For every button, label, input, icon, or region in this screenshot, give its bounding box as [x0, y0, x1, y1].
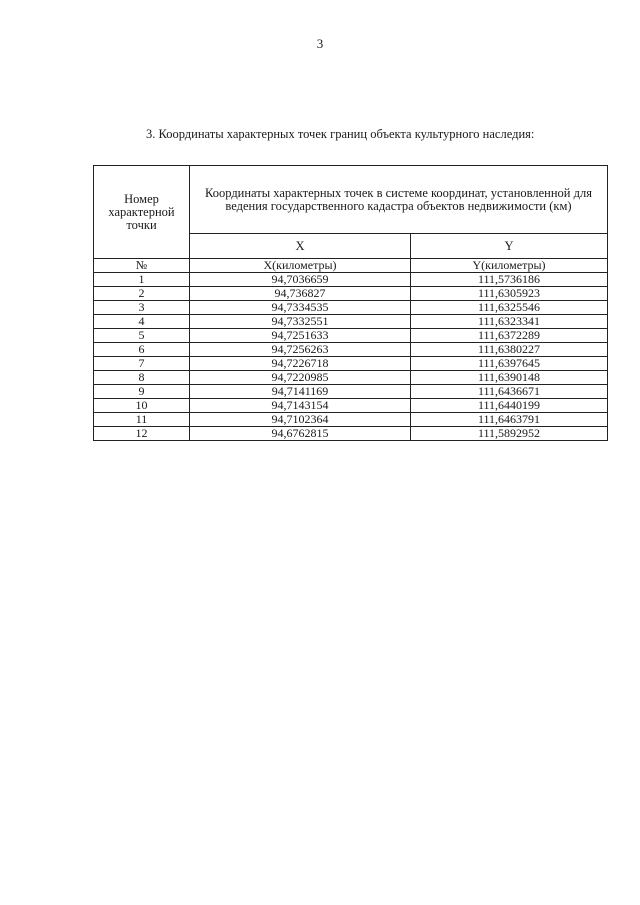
y-coordinate-cell: 111,6436671: [411, 385, 608, 399]
point-number-cell: 7: [94, 357, 190, 371]
x-coordinate-cell: 94,7251633: [190, 329, 411, 343]
units-y-cell: Y(километры): [411, 259, 608, 273]
y-coordinate-cell: 111,5736186: [411, 273, 608, 287]
point-number-cell: 1: [94, 273, 190, 287]
table-row: [94, 315, 608, 329]
point-number-cell: 6: [94, 343, 190, 357]
units-x-cell: X(километры): [190, 259, 411, 273]
x-coordinate-cell: 94,7141169: [190, 385, 411, 399]
table-row: [94, 287, 608, 301]
y-coordinate-cell: 111,6397645: [411, 357, 608, 371]
point-number-cell: 10: [94, 399, 190, 413]
point-number-cell: 3: [94, 301, 190, 315]
point-number-cell: 4: [94, 315, 190, 329]
point-number-cell: 5: [94, 329, 190, 343]
point-number-cell: 9: [94, 385, 190, 399]
point-number-cell: 2: [94, 287, 190, 301]
page-number: 3: [316, 36, 324, 51]
y-coordinate-cell: 111,5892952: [411, 427, 608, 441]
section-heading: 3. Координаты характерных точек границ объекта культурного наследия:: [146, 127, 535, 141]
table-row: [94, 301, 608, 315]
x-coordinate-cell: 94,7220985: [190, 371, 411, 385]
x-coordinate-cell: 94,7143154: [190, 399, 411, 413]
units-number-cell: №: [94, 259, 190, 273]
table-row: [94, 273, 608, 287]
units-row: [94, 259, 608, 273]
table-row: [94, 399, 608, 413]
point-number-cell: 11: [94, 413, 190, 427]
y-coordinate-cell: 111,6380227: [411, 343, 608, 357]
y-coordinate-cell: 111,6372289: [411, 329, 608, 343]
table-row: [94, 385, 608, 399]
table-body: [94, 259, 608, 441]
coordinates-table: [93, 165, 608, 441]
x-coordinate-cell: 94,7036659: [190, 273, 411, 287]
table-row: [94, 329, 608, 343]
y-coordinate-cell: 111,6305923: [411, 287, 608, 301]
axis-x-header: X: [190, 234, 411, 259]
table-header: [94, 166, 608, 259]
x-coordinate-cell: 94,7334535: [190, 301, 411, 315]
table-row: [94, 427, 608, 441]
y-coordinate-cell: 111,6440199: [411, 399, 608, 413]
coordinate-system-header: Координаты характерных точек в системе координат, установленной для ведения государственного кадастра объектов недвижимости (км): [190, 166, 608, 234]
y-coordinate-cell: 111,6325546: [411, 301, 608, 315]
table-row: [94, 357, 608, 371]
table-row: [94, 371, 608, 385]
x-coordinate-cell: 94,736827: [190, 287, 411, 301]
axis-y-header: Y: [411, 234, 608, 259]
x-coordinate-cell: 94,7332551: [190, 315, 411, 329]
x-coordinate-cell: 94,6762815: [190, 427, 411, 441]
y-coordinate-cell: 111,6390148: [411, 371, 608, 385]
point-number-header: Номер характерной точки: [94, 166, 190, 259]
point-number-cell: 12: [94, 427, 190, 441]
table-row: [94, 343, 608, 357]
x-coordinate-cell: 94,7226718: [190, 357, 411, 371]
y-coordinate-cell: 111,6463791: [411, 413, 608, 427]
x-coordinate-cell: 94,7102364: [190, 413, 411, 427]
table-row: [94, 413, 608, 427]
y-coordinate-cell: 111,6323341: [411, 315, 608, 329]
point-number-cell: 8: [94, 371, 190, 385]
x-coordinate-cell: 94,7256263: [190, 343, 411, 357]
